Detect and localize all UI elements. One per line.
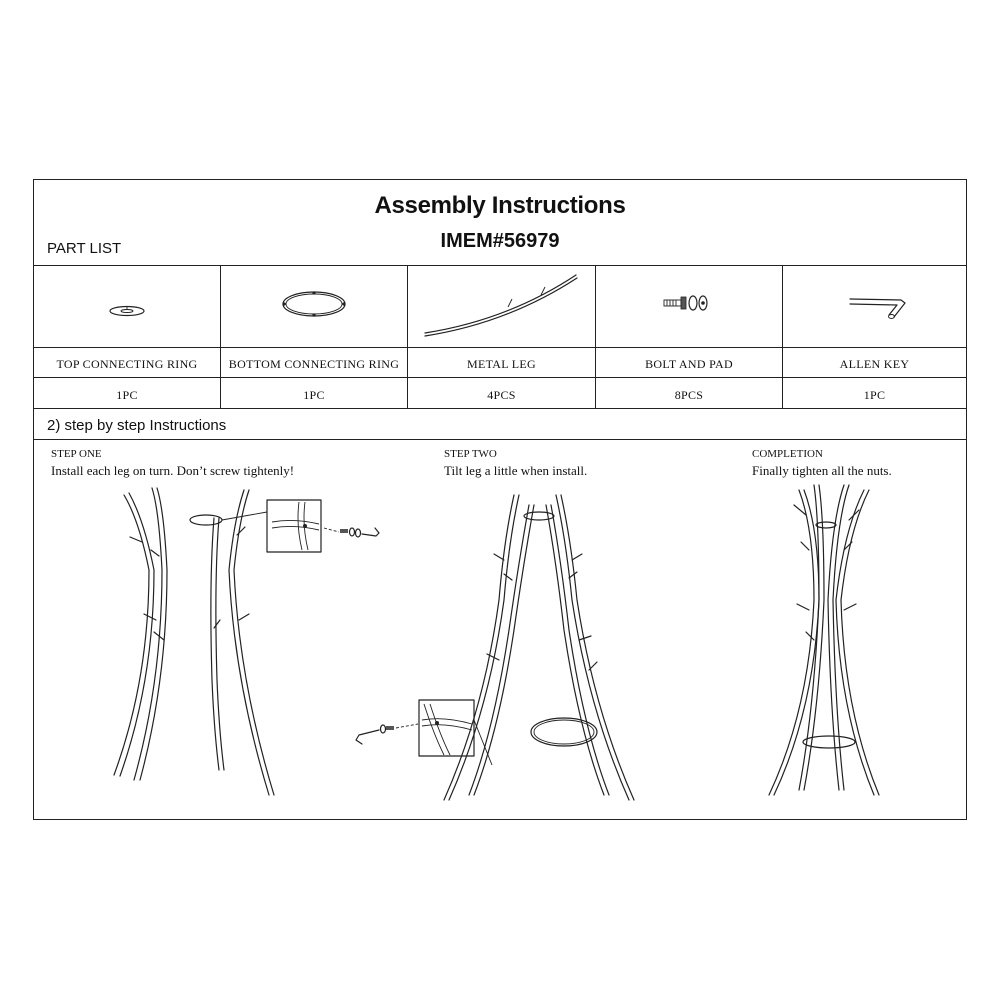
part-name: TOP CONNECTING RING xyxy=(56,357,198,371)
part-cell-allen-key xyxy=(783,265,966,408)
allen-key-icon xyxy=(783,265,966,347)
step-two-text: Tilt leg a little when install. xyxy=(444,463,588,478)
divider xyxy=(34,408,966,409)
completion-text: Finally tighten all the nuts. xyxy=(752,463,892,478)
part-cell-bolt xyxy=(596,265,782,408)
part-qty: 1PC xyxy=(303,388,325,402)
top-ring-icon xyxy=(34,265,220,347)
instructions-section-label: 2) step by step Instructions xyxy=(47,417,227,434)
completion-illustration xyxy=(754,480,954,810)
divider xyxy=(34,439,966,440)
assembly-sheet xyxy=(33,179,967,820)
part-name: BOTTOM CONNECTING RING xyxy=(228,357,400,371)
part-list-table xyxy=(34,265,966,410)
part-name: ALLEN KEY xyxy=(839,357,910,371)
completion-title: COMPLETION xyxy=(752,448,823,460)
bottom-ring-icon xyxy=(221,265,407,347)
part-name: METAL LEG xyxy=(467,357,536,371)
part-qty: 4PCS xyxy=(487,388,516,402)
step-one-text: Install each leg on turn. Don’t screw tightenly! xyxy=(51,463,295,478)
part-list-label: PART LIST xyxy=(47,240,122,257)
part-qty: 1PC xyxy=(863,388,886,402)
step-two-title: STEP TWO xyxy=(444,448,497,460)
bolt-icon xyxy=(596,265,782,347)
part-cell-bottom-ring xyxy=(221,265,407,408)
part-qty: 1PC xyxy=(116,388,138,402)
step-one-title: STEP ONE xyxy=(51,448,102,460)
item-number: IMEM#56979 xyxy=(440,230,560,252)
part-cell-top-ring xyxy=(34,265,220,408)
document-title: Assembly Instructions xyxy=(374,192,626,219)
part-cell-metal-leg xyxy=(408,265,595,408)
metal-leg-icon xyxy=(408,265,595,347)
part-qty: 8PCS xyxy=(674,388,704,402)
part-name: BOLT AND PAD xyxy=(645,357,733,371)
step-two-illustration xyxy=(334,480,654,820)
